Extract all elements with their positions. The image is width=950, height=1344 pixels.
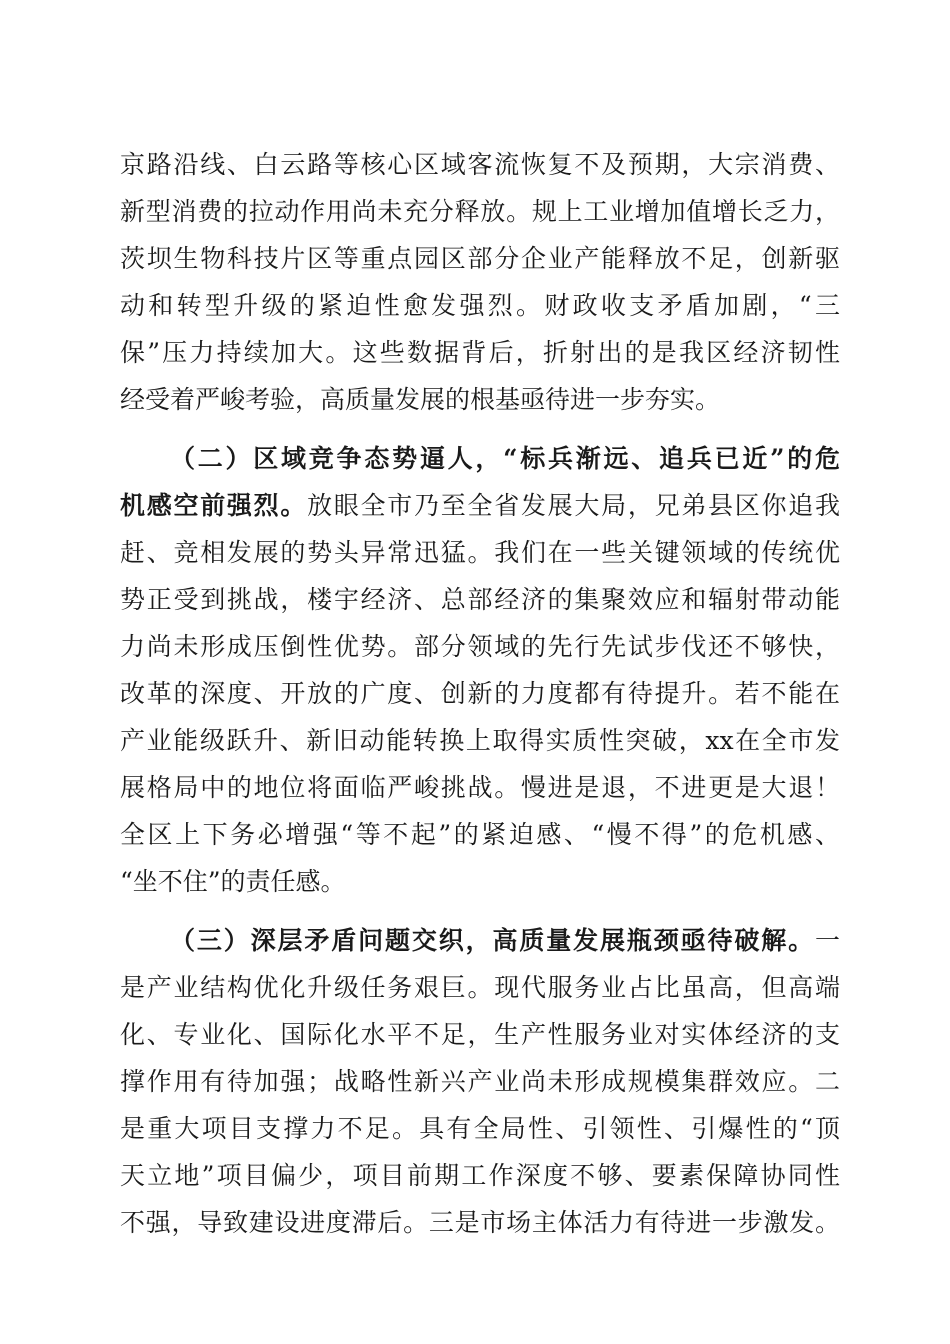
text-line-mixed	[170, 926, 840, 956]
text-segment: 一	[814, 926, 840, 955]
text-segment: 放眼全市乃至全省发展大局，兄弟县区你追我	[307, 491, 840, 520]
text-line: 动和转型升级的紧迫性愈发强烈。财政收支矛盾加剧，“三	[120, 291, 840, 320]
text-line: 保”压力持续加大。这些数据背后，折射出的是我区经济韧性	[120, 338, 840, 367]
text-line: 全区上下务必增强“等不起”的紧迫感、“慢不得”的危机感、	[120, 820, 840, 849]
text-line: 天立地”项目偏少，项目前期工作深度不够、要素保障协同性	[120, 1161, 840, 1190]
text-line: 茨坝生物科技片区等重点园区部分企业产能释放不足，创新驱	[120, 244, 840, 273]
text-line: 力尚未形成压倒性优势。部分领域的先行先试步伐还不够快，	[120, 632, 840, 661]
text-line: 化、专业化、国际化水平不足，生产性服务业对实体经济的支	[120, 1020, 840, 1049]
text-line: 产业能级跃升、新旧动能转换上取得实质性突破，xx在全市发	[120, 726, 840, 755]
text-line: “坐不住”的责任感。	[120, 867, 346, 896]
text-line: 新型消费的拉动作用尚未充分释放。规上工业增加值增长乏力，	[120, 197, 840, 226]
section-heading-3: （三）深层矛盾问题交织，高质量发展瓶颈亟待破解。	[170, 926, 815, 955]
section-heading-2-tail: 机感空前强烈。	[120, 491, 308, 520]
text-line: 经受着严峻考验，高质量发展的根基亟待进一步夯实。	[120, 385, 721, 414]
text-line: 撑作用有待加强；战略性新兴产业尚未形成规模集群效应。二	[120, 1067, 840, 1096]
text-line: 赶、竞相发展的势头异常迅猛。我们在一些关键领域的传统优	[120, 538, 840, 567]
text-line: 展格局中的地位将面临严峻挑战。慢进是退，不进更是大退！	[120, 773, 840, 802]
text-line: 京路沿线、白云路等核心区域客流恢复不及预期，大宗消费、	[120, 150, 840, 179]
text-line: 改革的深度、开放的广度、创新的力度都有待提升。若不能在	[120, 679, 840, 708]
text-line: 势正受到挑战，楼宇经济、总部经济的集聚效应和辐射带动能	[120, 585, 840, 614]
text-line: 是重大项目支撑力不足。具有全局性、引领性、引爆性的“顶	[120, 1114, 840, 1143]
text-line: 不强，导致建设进度滞后。三是市场主体活力有待进一步激发。	[120, 1208, 840, 1237]
text-line-mixed	[120, 491, 840, 521]
section-heading-2: （二）区域竞争态势逼人，“标兵渐远、追兵已近”的危	[170, 444, 840, 473]
text-line: 是产业结构优化升级任务艰巨。现代服务业占比虽高，但高端	[120, 973, 840, 1002]
